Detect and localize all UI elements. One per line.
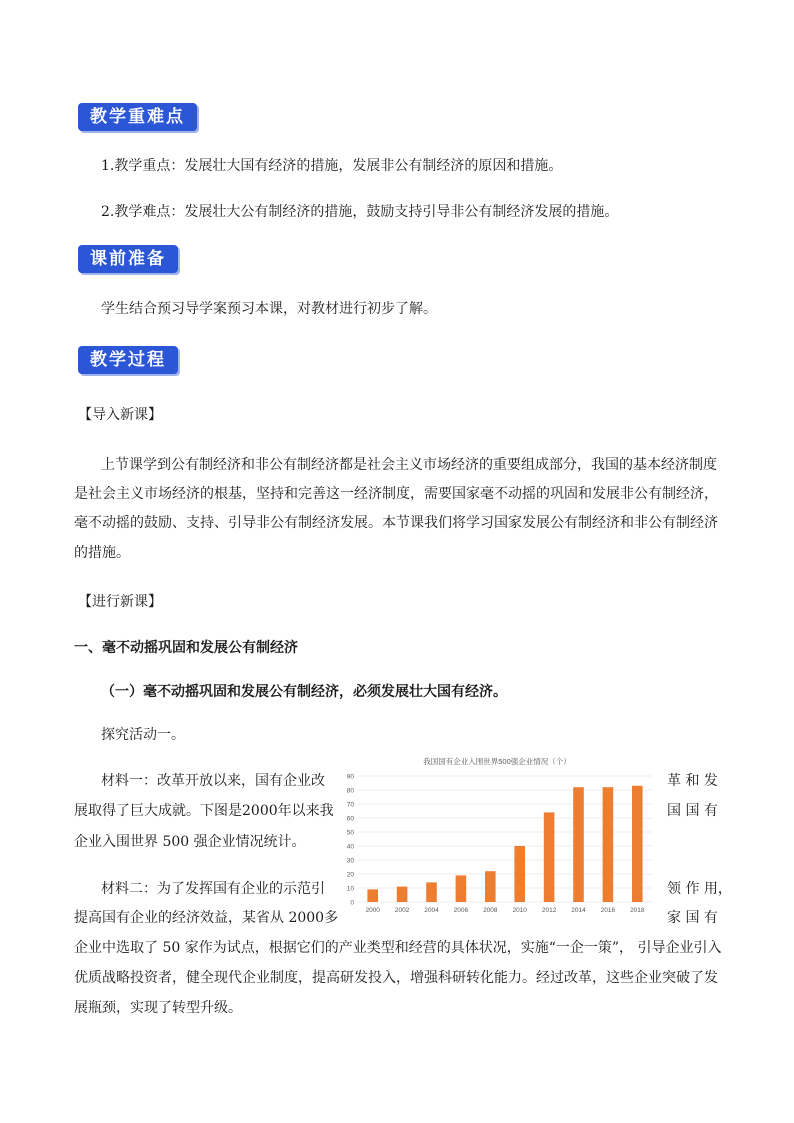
- y-tick-label: 30: [346, 857, 354, 865]
- material1-line1-right: 革 和 发: [667, 773, 718, 789]
- x-tick-label: 2010: [512, 907, 527, 914]
- bar-2016: [603, 787, 614, 902]
- y-tick-label: 90: [346, 773, 354, 781]
- y-tick-label: 40: [346, 843, 354, 851]
- bar-2008: [485, 871, 496, 902]
- material2-line1-left: 材料二：为了发挥国有企业的示范引: [101, 881, 325, 897]
- y-tick-label: 50: [346, 829, 354, 837]
- x-tick-label: 2016: [600, 907, 616, 914]
- y-tick-label: 20: [346, 871, 354, 879]
- chart-svg: [336, 752, 658, 922]
- material1-line2-left: 展取得了巨大成就。下图是2000年以来我: [74, 803, 334, 819]
- y-tick-label: 10: [346, 885, 354, 893]
- material2-line5: 展瓶颈，实现了转型升级。: [74, 1000, 242, 1016]
- material1-line2-right: 国 国 有: [667, 803, 718, 819]
- heading-2: （一）毫不动摇巩固和发展公有制经济，必须发展壮大国有经济。: [101, 684, 507, 700]
- heading-1: 一、毫不动摇巩固和发展公有制经济: [74, 640, 298, 656]
- material2-line1-right: 领 作 用，: [667, 881, 732, 897]
- x-tick-label: 2008: [483, 907, 498, 914]
- x-tick-label: 2002: [394, 907, 410, 914]
- y-tick-label: 0: [350, 899, 354, 907]
- bar-2014: [573, 787, 584, 902]
- activity-label: 探究活动一。: [101, 727, 185, 743]
- material2-line3: 企业中选取了 50 家作为试点，根据它们的产业类型和经营的具体状况，实施“一企一策”， 引导企业引入: [74, 940, 722, 956]
- intro-line-4: 的措施。: [74, 545, 130, 561]
- material2-line2-left: 提高国有企业的经济效益，某省从 2000多: [74, 910, 339, 926]
- bar-2010: [514, 846, 525, 902]
- x-tick-label: 2014: [571, 907, 586, 914]
- intro-line-1: 上节课学到公有制经济和非公有制经济都是社会主义市场经济的重要组成部分，我国的基本经济制度: [101, 457, 717, 473]
- x-tick-label: 2006: [453, 907, 469, 914]
- material1-line3: 企业入围世界 500 强企业情况统计。: [74, 834, 306, 850]
- material2-line4: 优质战略投资者，健全现代企业制度，提高研发投入，增强科研转化能力。经过改革，这些企业突破了发: [74, 970, 718, 986]
- bar-2004: [426, 882, 437, 902]
- x-tick-label: 2018: [630, 907, 645, 914]
- prep-text: 学生结合预习导学案预习本课，对教材进行初步了解。: [101, 301, 437, 317]
- x-tick-label: 2004: [424, 907, 439, 914]
- intro-heading: 【导入新课】: [78, 407, 162, 423]
- bar-2012: [544, 812, 555, 902]
- section-badge-prep: 课前准备: [78, 245, 178, 273]
- focus-item-1: 1.教学重点：发展壮大国有经济的措施，发展非公有制经济的原因和措施。: [101, 158, 563, 174]
- bar-2002: [397, 887, 408, 902]
- soe-fortune500-chart: [336, 752, 658, 922]
- material2-line2-right: 家 国 有: [667, 910, 718, 926]
- x-tick-label: 2000: [365, 907, 380, 914]
- focus-item-2: 2.教学难点：发展壮大公有制经济的措施，鼓励支持引导非公有制经济发展的措施。: [101, 204, 619, 220]
- chart-title: 我国国有企业入围世界500强企业情况（个）: [423, 757, 571, 766]
- bar-2018: [632, 786, 643, 902]
- y-tick-label: 60: [346, 815, 354, 823]
- material1-line1-left: 材料一：改革开放以来，国有企业改: [101, 773, 325, 789]
- section-badge-focus: 教学重难点: [78, 103, 197, 131]
- bar-2000: [367, 889, 378, 902]
- bar-2006: [456, 875, 467, 902]
- new-lesson-heading: 【进行新课】: [78, 594, 162, 610]
- y-tick-label: 70: [346, 801, 354, 809]
- x-tick-label: 2012: [541, 907, 557, 914]
- section-badge-process: 教学过程: [78, 346, 178, 374]
- intro-line-3: 毫不动摇的鼓励、支持、引导非公有制经济发展。本节课我们将学习国家发展公有制经济和非公有制经济: [74, 515, 718, 531]
- y-tick-label: 80: [346, 787, 354, 795]
- intro-line-2: 是社会主义市场经济的根基，坚持和完善这一经济制度，需要国家毫不动摇的巩固和发展非公有制经济，: [74, 486, 718, 502]
